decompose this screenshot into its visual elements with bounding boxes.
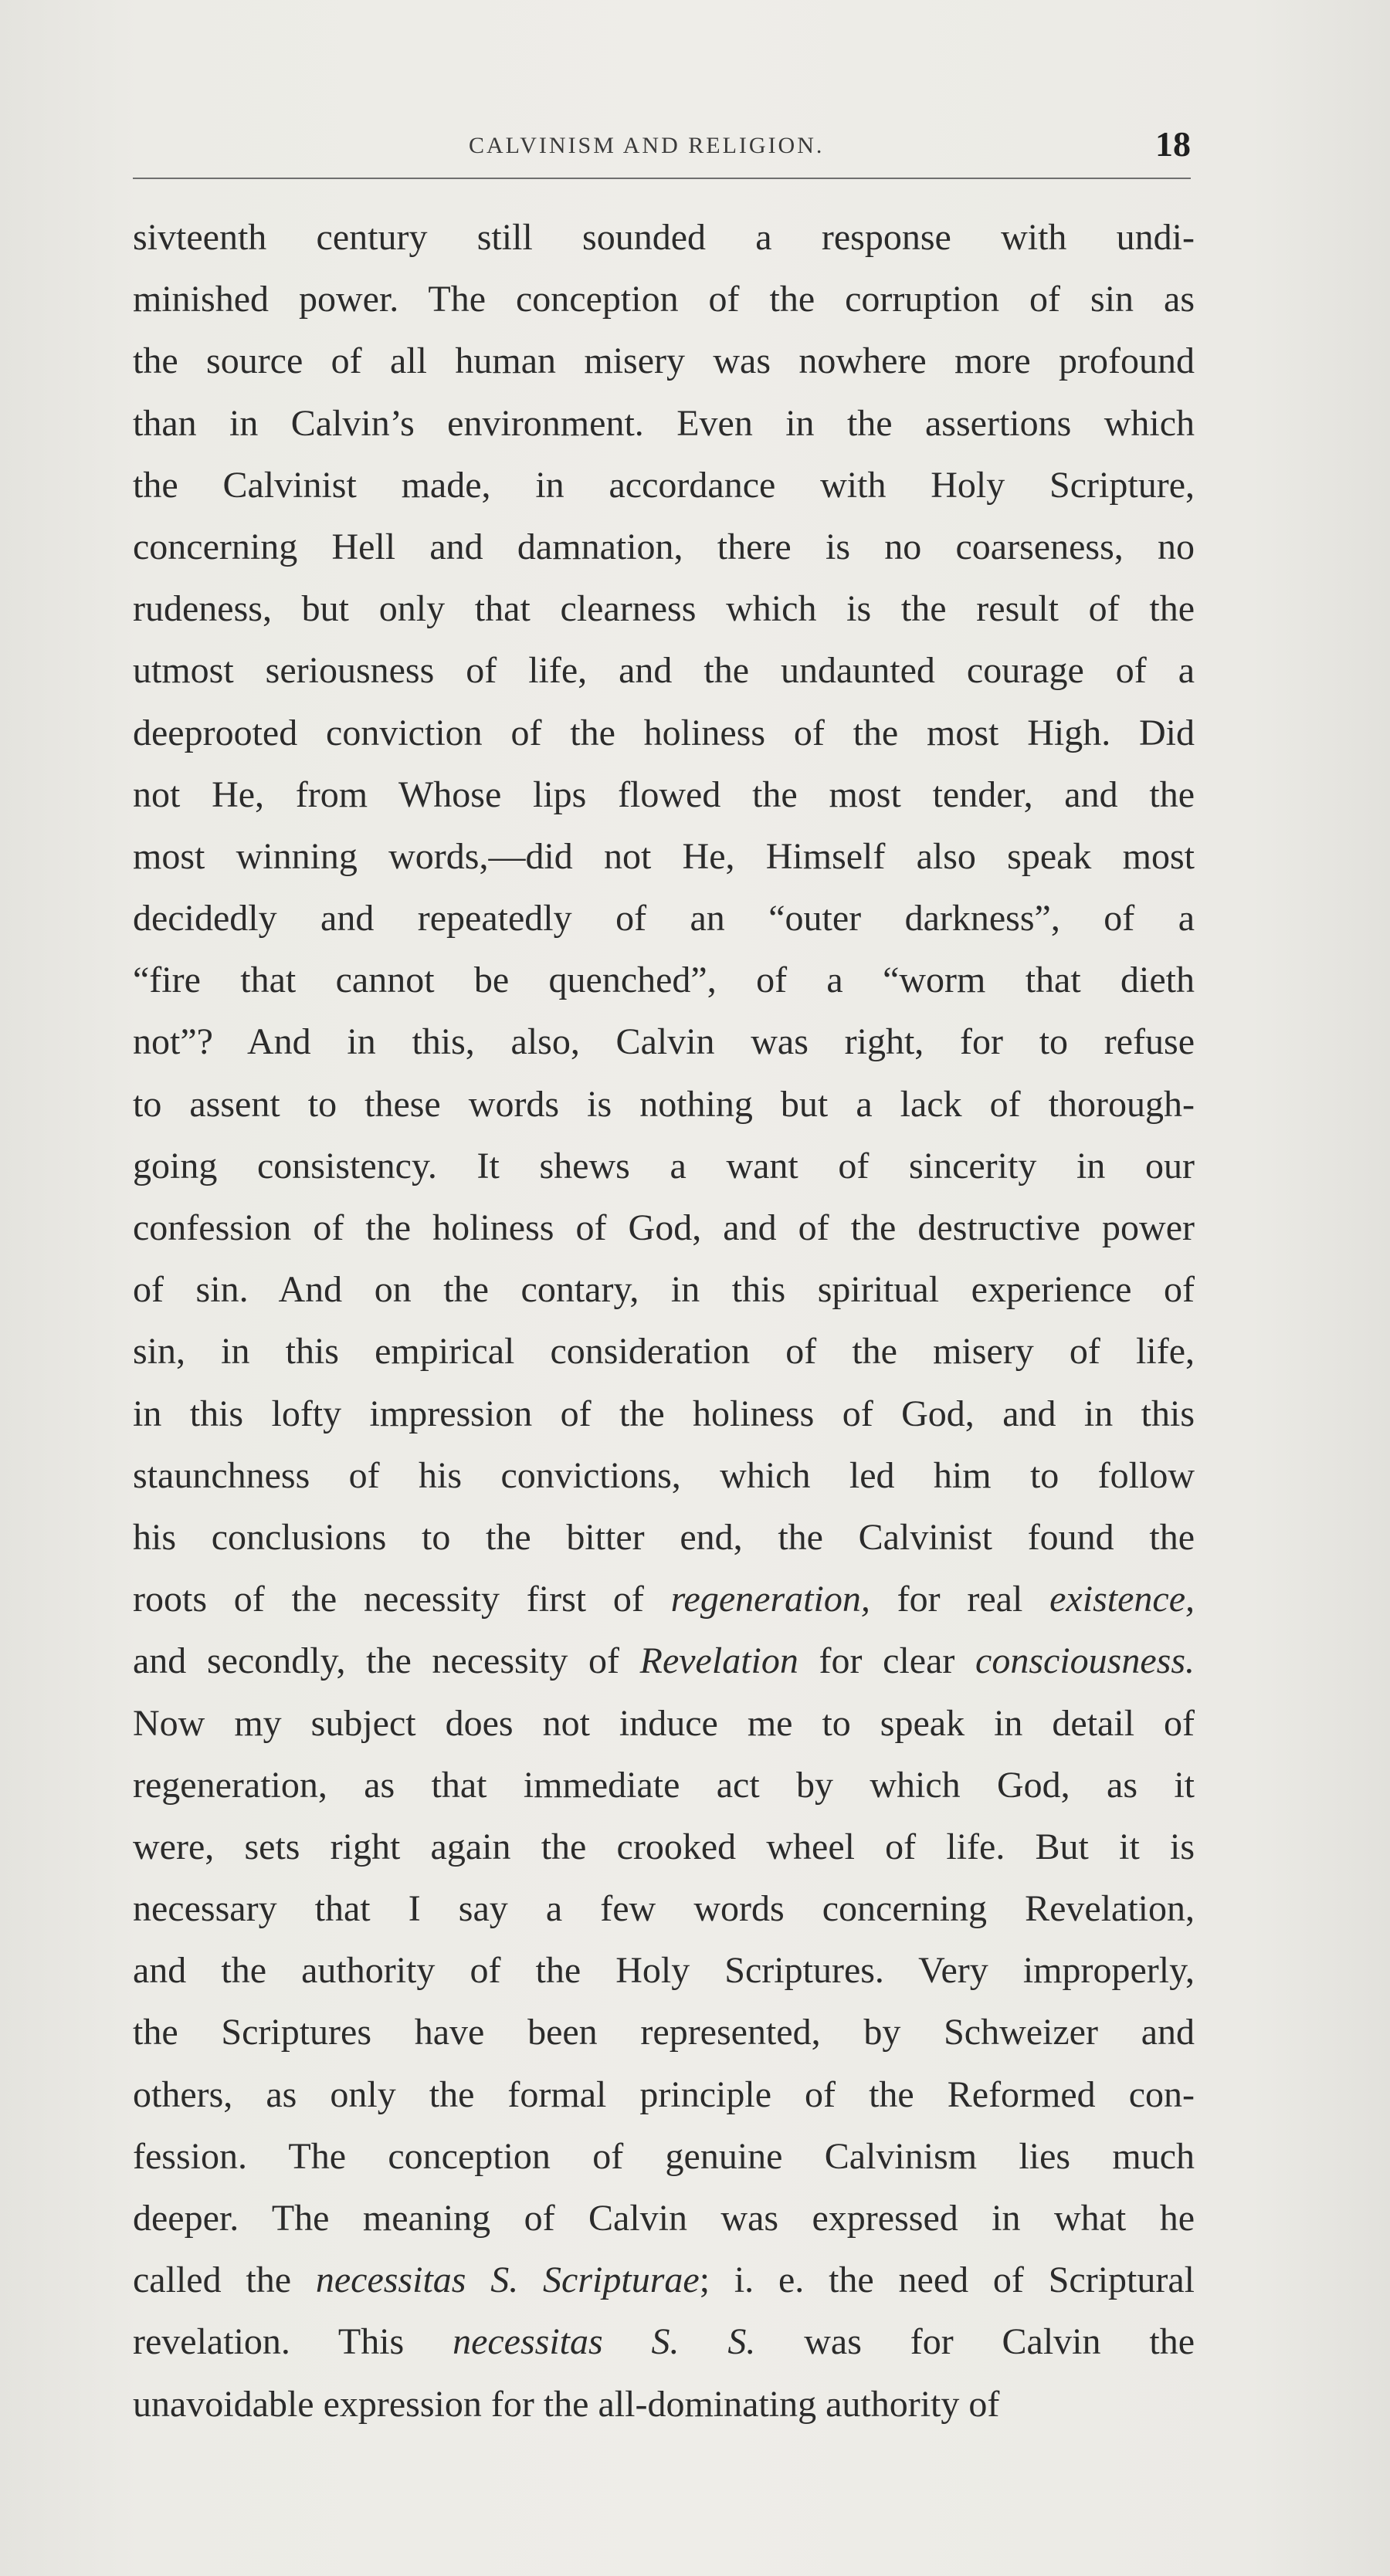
text-line: decidedly and repeatedly of an “outer darkness”, of a [133, 898, 1195, 939]
text-segment: for clear [798, 1640, 976, 1682]
body-text [133, 207, 1195, 2436]
text-line: regeneration, as that immediate act by which God, as it [133, 1764, 1195, 1806]
text-line: the source of all human misery was nowhere more profound [133, 340, 1195, 382]
italic-phrase: necessitas S. Scripturae [315, 2260, 700, 2301]
italic-phrase: regeneration, [670, 1579, 870, 1620]
text-segment: and secondly, the necessity of [133, 1640, 640, 1682]
text-segment: revelation. This [133, 2321, 453, 2363]
running-title: CALVINISM AND RELIGION. [469, 133, 825, 158]
text-line [133, 1630, 1195, 1692]
text-line: concerning Hell and damnation, there is no coarseness, no [133, 526, 1195, 567]
text-line: utmost seriousness of life, and the undaunted courage of a [133, 650, 1195, 692]
text-line: deeprooted conviction of the holiness of the most High. Did [133, 712, 1195, 753]
text-line: the Scriptures have been represented, by Schweizer and [133, 2012, 1195, 2053]
text-segment: called the [133, 2260, 316, 2301]
text-line: sivteenth century still sounded a response with undi- [133, 217, 1195, 258]
text-line: his conclusions to the bitter end, the Calvinist found the [133, 1516, 1195, 1558]
text-line: of sin. And on the contary, in this spiritual experience of [133, 1269, 1195, 1311]
text-line: in this lofty impression of the holiness of God, and in this [133, 1393, 1195, 1434]
italic-phrase: consciousness. [975, 1640, 1195, 1682]
text-line: staunchness of his convictions, which led him to follow [133, 1454, 1195, 1496]
text-line: “fire that cannot be quenched”, of a “worm that dieth [133, 960, 1195, 1001]
text-line [133, 2311, 1195, 2373]
text-line [133, 1569, 1195, 1630]
text-line: the Calvinist made, in accordance with Holy Scripture, [133, 464, 1195, 506]
page-number: 18 [1155, 124, 1191, 164]
text-line: going consistency. It shews a want of sincerity in our [133, 1145, 1195, 1186]
text-line: fession. The conception of genuine Calvinism lies much [133, 2135, 1195, 2177]
italic-phrase: existence, [1049, 1579, 1195, 1620]
text-line: than in Calvin’s environment. Even in the assertions which [133, 402, 1195, 444]
text-line: most winning words,—did not He, Himself also speak most [133, 835, 1195, 877]
text-segment: ; i. e. the need of Scriptural [699, 2260, 1195, 2301]
text-line: sin, in this empirical consideration of the misery of life, [133, 1331, 1195, 1373]
italic-phrase: Revelation [639, 1640, 798, 1682]
text-line: unavoidable expression for the all-dominating authority of [133, 2383, 1000, 2425]
text-line: minished power. The conception of the corruption of sin as [133, 279, 1195, 320]
text-line: confession of the holiness of God, and of the destructive power [133, 1207, 1195, 1248]
header-rule [133, 178, 1191, 179]
italic-phrase: necessitas S. S. [453, 2321, 756, 2363]
text-segment: roots of the necessity first of [133, 1579, 671, 1620]
text-line: rudeness, but only that clearness which is the result of the [133, 588, 1195, 630]
text-segment: for real [870, 1579, 1050, 1620]
text-line: others, as only the formal principle of the Reformed con- [133, 2073, 1195, 2115]
text-line: and the authority of the Holy Scriptures. Very improperly, [133, 1950, 1195, 1992]
text-line: not He, from Whose lips flowed the most tender, and the [133, 773, 1195, 815]
text-segment: was for Calvin the [755, 2321, 1195, 2363]
text-line: not”? And in this, also, Calvin was right, for to refuse [133, 1021, 1195, 1063]
text-line: were, sets right again the crooked wheel of life. But it is [133, 1826, 1195, 1867]
text-line: necessary that I say a few words concerning Revelation, [133, 1888, 1195, 1930]
running-head [133, 124, 1191, 178]
text-line: to assent to these words is nothing but a lack of thorough- [133, 1083, 1195, 1125]
text-line: deeper. The meaning of Calvin was expressed in what he [133, 2198, 1195, 2239]
text-line [133, 2249, 1195, 2311]
text-line: Now my subject does not induce me to speak in detail of [133, 1702, 1195, 1744]
